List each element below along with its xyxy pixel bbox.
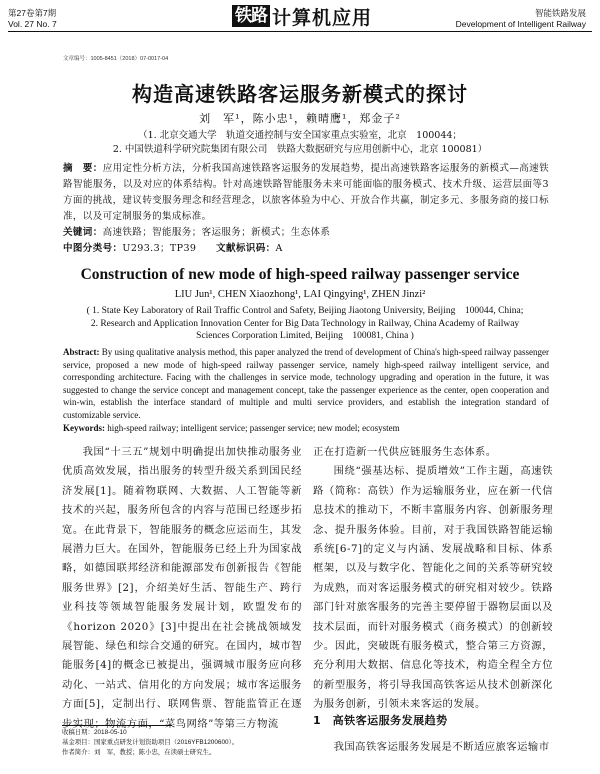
volume-en: Vol. 27 No. 7 — [8, 19, 57, 29]
abstract-en-text: By using qualitative analysis method, this paper analyzed the trend of development of China's high-speed railway passenger service, proposed a new mode of high-speed railway passenger service, namely high-speed railway intelligent service, and corresponding architecture. Facing with the challenges in service mode, technology upgrading and operation in the future, it was suggested to change the service concept and management concept, take the passenger experience as the center, open cooperation and win-win, establish the interface standard of multiple and multi service providers, and establish the integration standard of customizable service. — [63, 347, 549, 420]
affiliations-cn — [60, 129, 540, 157]
affiliation-cn-2: 2. 中国铁道科学研究院集团有限公司 铁路大数据研究与应用创新中心，北京 100081） — [112, 144, 488, 155]
doc-code-label: 文献标识码： — [216, 243, 276, 254]
volume-cn: 第27卷第7期 — [8, 8, 57, 18]
section-en: Development of Intelligent Railway — [455, 19, 586, 29]
section-heading: 1 高铁客运服务发展趋势 — [313, 714, 448, 727]
abstract-cn-text: 应用定性分析方法，分析我国高速铁路客运服务的发展趋势，提出高速铁路客运服务的新模式—高速铁路智能服务，以及对应的体系结构。针对高速铁路智能服务未来可能面临的服务模式、技术升级、运营层面等3方面的挑战，建议转变服务理念和经营理念，以旅客体验为中心、开放合作共赢，制定多元、多服务商的接口标准，以及可定制服务的集成标准。 — [63, 163, 549, 222]
affiliation-en-1: ( 1. State Key Laboratory of Rail Traffic Control and Safety, Beijing Jiaotong University, Beijing 100044, China; — [86, 306, 524, 316]
authors-cn: 刘 军¹，陈小忠¹，赖晴鹰¹，郑金子² — [199, 112, 401, 125]
body-paragraph: 正在打造新一代供应链服务生态体系。 — [313, 446, 497, 458]
section-body-text: 我国高铁客运服务发展是不断适应旅客运输市 — [333, 741, 550, 753]
body-right-column — [313, 443, 553, 715]
keywords-cn: 高速铁路；智能服务；客运服务；新模式；生态体系 — [102, 227, 331, 238]
footnote — [62, 728, 312, 758]
paper-title-cn: 构造高速铁路客运服务新模式的探讨 — [132, 82, 468, 106]
clc-number: U293.3；TP39 — [122, 243, 197, 254]
keywords-en-label: Keywords: — [63, 422, 105, 433]
keywords-en: high-speed railway; intelligent service; passenger service; new model; ecosystem — [105, 422, 400, 433]
article-number: 文章编号：1005-8451（2018）07-0017-04 — [63, 56, 169, 62]
keywords-cn-label: 关键词： — [63, 227, 103, 238]
footnote-author-bio: 作者简介：刘 军，教授；陈小忠，在读硕士研究生。 — [62, 749, 216, 756]
authors-en: LIU Jun¹, CHEN Xiaozhong¹, LAI Qingying¹, ZHEN Jinzi² — [174, 289, 426, 300]
header-rule — [8, 31, 592, 32]
body-left-column — [62, 443, 302, 734]
affiliation-en-2: 2. Research and Application Innovation Center for Big Data Technology in Railway, China Academy of Railway Sciences Corporation Limited, Beijing 100081, China ) — [90, 318, 520, 341]
body-paragraph: 围绕“强基达标、提质增效”工作主题，高速铁路（简称：高铁）作为运输服务业，应在新一代信息技术的推动下，不断丰富服务内容、创新服务理念、提升服务体验。目前，对于我国铁路智能运输系统[6-7]的定义与内涵、发展战略和目标、体系框架，以及与数字化、智能化之间的关系等研究较为成熟，而对客运服务模式的研究相对较少。铁路部门针对旅客服务的完善主要停留于器物层面以及技术层面，而针对服务模式（商务模式）的创新较少。因此，突破既有服务模式，整合第三方资源，充分利用大数据、信息化等技术，构造全程全方位的新型服务，将引导我国高铁客运从技术创新深化为服务创新，引领未来客运的发展。 — [313, 465, 553, 711]
journal-logo-mark: 铁路 — [232, 5, 270, 27]
doc-code: A — [275, 243, 283, 254]
clc-label: 中图分类号： — [63, 243, 123, 254]
paper-title-en: Construction of new mode of high-speed railway passenger service — [80, 266, 520, 283]
abstract-cn — [63, 161, 549, 257]
affiliations-en — [75, 305, 535, 343]
abstract-en — [63, 346, 549, 434]
journal-logo — [232, 5, 372, 27]
journal-name: 计算机应用 — [272, 6, 373, 29]
body-paragraph: 我国“十三五”规划中明确提出加快推动服务业优质高效发展，指出服务的转型升级关系到国民经济发展[1]。随着物联网、大数据、人工智能等新技术的兴起，服务所包含的内容与范围已经逐步拓宽。在此背景下，智能服务的概念应运而生，其发展潜力巨大。在国外，智能服务已经上升为国家战略，如德国联邦经济和能源部发布创新报告《智能服务世界》[2]，介绍美好生活、智能生产、跨行业科技等领域智能服务发展计划，欧盟发布的《horizon 2020》[3]中提出在社会挑战领域发展智能、绿色和综合交通的研究。在国内，城市智能服务[4]的概念已被提出，强调城市服务应向移动化、一站式、信用化的方向发展；城市客运服务方面[5]，定制出行、联网售票、智能监管正在逐步实现；物流方面，“菜鸟网络”等第三方物流 — [62, 446, 302, 730]
footnote-fund: 基金项目：国家重点研发计划资助项目（2016YFB1200600）。 — [62, 739, 239, 746]
footnote-received: 收稿日期：2018-05-10 — [62, 729, 127, 736]
footnote-rule — [62, 725, 172, 726]
affiliation-cn-1: （1. 北京交通大学 轨道交通控制与安全国家重点实验室，北京 100044； — [138, 130, 462, 141]
running-header-right — [456, 8, 586, 30]
abstract-en-label: Abstract: — [63, 347, 100, 357]
running-header-left — [8, 8, 57, 30]
abstract-cn-label: 摘 要： — [63, 163, 103, 174]
section-cn: 智能铁路发展 — [534, 8, 586, 18]
